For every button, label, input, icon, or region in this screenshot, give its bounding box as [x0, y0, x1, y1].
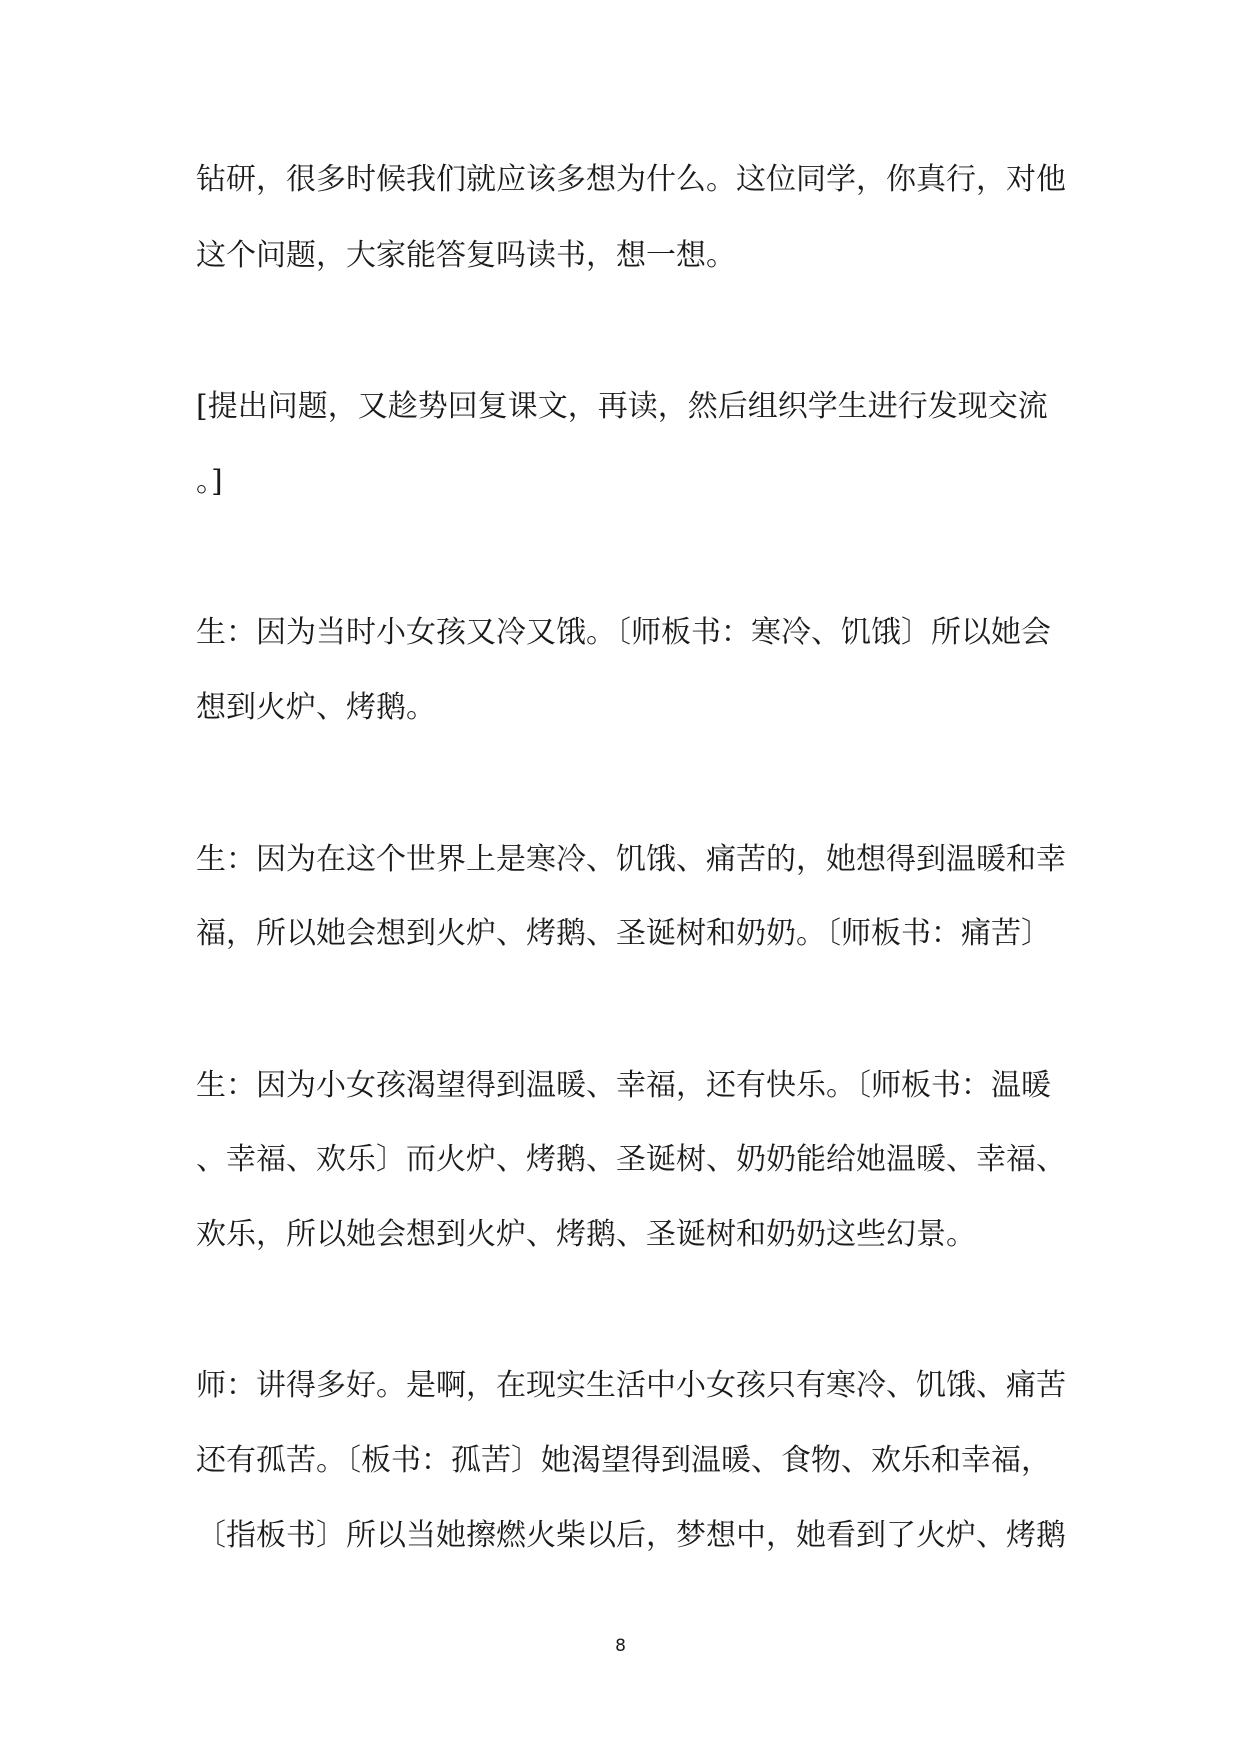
text-line: 。]	[196, 464, 223, 499]
text-line: 钻研，很多时候我们就应该多想为什么。这位同学，你真行，对他	[196, 162, 1066, 197]
text-line: 还有孤苦。〔板书：孤苦〕她渴望得到温暖、食物、欢乐和幸福，	[196, 1443, 1051, 1478]
text-line: [提出问题，又趁势回复课文，再读，然后组织学生进行发现交流	[196, 389, 1048, 424]
text-line: 欢乐，所以她会想到火炉、烤鹅、圣诞树和奶奶这些幻景。	[196, 1217, 976, 1252]
text-line: 生：因为在这个世界上是寒冷、饥饿、痛苦的，她想得到温暖和幸	[196, 842, 1066, 877]
page-number: 8	[615, 1636, 626, 1656]
text-line: 〔指板书〕所以当她擦燃火柴以后，梦想中，她看到了火炉、烤鹅	[196, 1518, 1066, 1553]
text-line: 生：因为小女孩渴望得到温暖、幸福，还有快乐。〔师板书：温暖	[196, 1068, 1051, 1103]
text-line: 、幸福、欢乐〕而火炉、烤鹅、圣诞树、奶奶能给她温暖、幸福、	[196, 1142, 1066, 1177]
text-line: 福，所以她会想到火炉、烤鹅、圣诞树和奶奶。〔师板书：痛苦〕	[196, 916, 1051, 951]
text-line: 师：讲得多好。是啊，在现实生活中小女孩只有寒冷、饥饿、痛苦	[196, 1368, 1066, 1403]
text-line: 生：因为当时小女孩又冷又饿。〔师板书：寒冷、饥饿〕所以她会	[196, 615, 1051, 650]
text-line: 这个问题，大家能答复吗读书，想一想。	[196, 238, 736, 273]
text-line: 想到火炉、烤鹅。	[196, 690, 436, 725]
